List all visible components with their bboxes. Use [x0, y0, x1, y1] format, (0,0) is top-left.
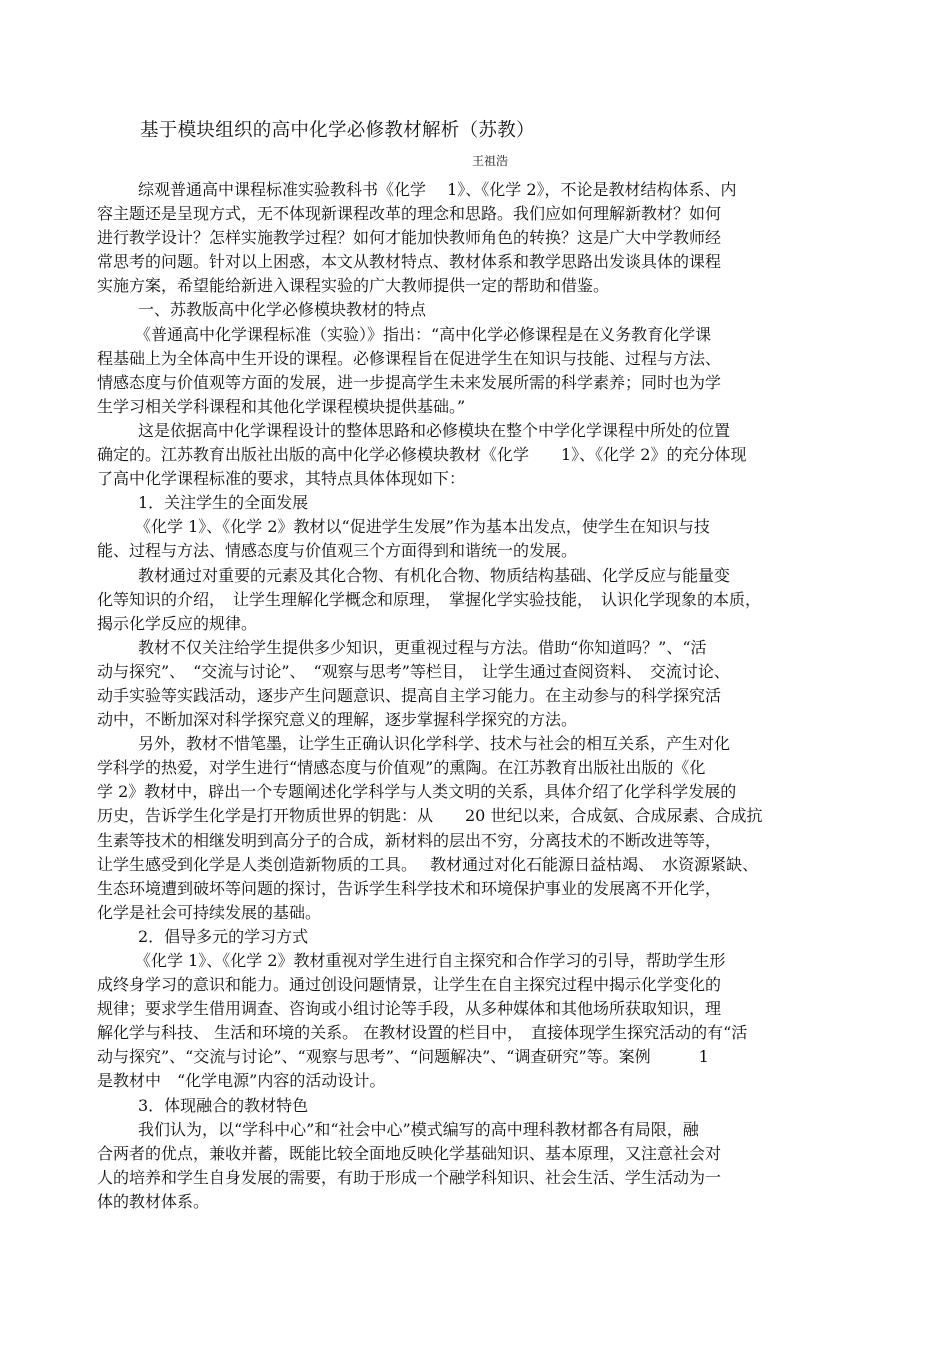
text-line: 《普通高中化学课程标准（实验）》指出：“高中化学必修课程是在义务教育化学课: [135, 324, 712, 344]
subsection-heading: 2．倡导多元的学习方式: [138, 926, 309, 946]
text-line: 《化学 1》、《化学 2》教材重视对学生进行自主探究和合作学习的引导，帮助学生形: [135, 951, 726, 970]
text-line: 动与探究”、 “交流与讨论”、 “观察与思考”等栏目， 让学生通过查阅资料、 交流讨论、: [97, 661, 730, 681]
text-line: 程基础上为全体高中生开设的课程。必修课程旨在促进学生在知识与技能、过程与方法、: [97, 348, 722, 368]
text-line: 化学是社会可持续发展的基础。: [97, 902, 322, 922]
text-line: 教材不仅关注给学生提供多少知识，更重视过程与方法。借助“你知道吗？”、“活: [138, 637, 707, 657]
text-line: 动与探究”、“交流与讨论”、“观察与思考”、“问题解决”、“调查研究”等。案例 1: [97, 1047, 709, 1067]
text-line: 让学生感受到化学是人类创造新物质的工具。 教材通过对化石能源日益枯竭、 水资源紧缺、: [97, 854, 759, 874]
text-line: 进行教学设计？怎样实施教学过程？如何才能加快教师角色的转换？这是广大中学教师经: [97, 228, 722, 248]
text-line: 人的培养和学生自身发展的需要，有助于形成一个融学科知识、社会生活、学生活动为一: [97, 1167, 722, 1187]
author-name: 王祖浩: [472, 154, 509, 168]
text-line: 能、过程与方法、情感态度与价值观三个方面得到和谐统一的发展。: [97, 541, 578, 561]
text-line: 生学习相关学科课程和其他化学课程模块提供基础。”: [97, 396, 466, 416]
text-line: 了高中化学课程标准的要求，其特点具体体现如下：: [97, 469, 466, 489]
subsection-heading: 1．关注学生的全面发展: [138, 493, 309, 513]
text-line: 教材通过对重要的元素及其化合物、有机化合物、物质结构基础、化学反应与能量变: [138, 565, 731, 585]
text-line: 生素等技术的相继发明到高分子的合成，新材料的层出不穷，分离技术的不断改进等等，: [97, 830, 722, 850]
text-line: 成终身学习的意识和能力。通过创设问题情景，让学生在自主探究过程中揭示化学变化的: [97, 975, 722, 995]
page-title: 基于模块组织的高中化学必修教材解析（苏教）: [140, 120, 535, 141]
text-line: 动中，不断加深对科学探究意义的理解，逐步掌握科学探究的方法。: [97, 710, 578, 730]
text-line: 是教材中 “化学电源”内容的活动设计。: [97, 1071, 386, 1091]
subsection-heading: 3．体现融合的教材特色: [138, 1095, 309, 1115]
text-line: 这是依据高中化学课程设计的整体思路和必修模块在整个中学化学课程中所处的位置: [138, 420, 731, 440]
text-line: 历史，告诉学生化学是打开物质世界的钥匙：从 20 世纪以来，合成氨、合成尿素、合成抗: [97, 806, 763, 826]
text-line: 《化学 1》、《化学 2》教材以“促进学生发展”作为基本出发点，使学生在知识与技: [135, 517, 710, 537]
text-line: 学科学的热爱，对学生进行“情感态度与价值观”的熏陶。在江苏教育出版社出版的《化: [97, 758, 706, 778]
text-line: 体的教材体系。: [97, 1191, 210, 1211]
section-heading: 一、苏教版高中化学必修模块教材的特点: [138, 300, 427, 320]
text-line: 常思考的问题。针对以上困惑，本文从教材特点、教材体系和教学思路出发谈具体的课程: [97, 252, 722, 272]
text-line: 容主题还是呈现方式，无不体现新课程改革的理念和思路。我们应如何理解新教材？如何: [97, 204, 722, 224]
text-line: 解化学与科技、 生活和环境的关系。 在教材设置的栏目中， 直接体现学生探究活动的有“活: [97, 1023, 748, 1043]
text-line: 合两者的优点，兼收并蓄，既能比较全面地反映化学基础知识、基本原理，又注意社会对: [97, 1143, 722, 1163]
text-line: 规律；要求学生借用调查、咨询或小组讨论等手段，从多种媒体和其他场所获取知识，理: [97, 999, 722, 1019]
text-line: 另外，教材不惜笔墨，让学生正确认识化学科学、技术与社会的相互关系，产生对化: [138, 734, 731, 754]
text-line: 揭示化学反应的规律。: [97, 613, 258, 633]
text-line: 综观普通高中课程标准实验教科书《化学 1》、《化学 2》，不论是教材结构体系、内: [138, 180, 737, 199]
text-line: 生态环境遭到破坏等问题的探讨，告诉学生科学技术和环境保护事业的发展离不开化学，: [97, 878, 722, 898]
text-line: 确定的。江苏教育出版社出版的高中化学必修模块教材《化学 1》、《化学 2》的充分体现: [97, 445, 747, 465]
text-line: 情感态度与价值观等方面的发展，进一步提高学生未来发展所需的科学素养；同时也为学: [97, 372, 722, 392]
text-line: 我们认为，以“学科中心”和“社会中心”模式编写的高中理科教材都各有局限，融: [138, 1119, 699, 1139]
text-line: 实施方案，希望能给新进入课程实验的广大教师提供一定的帮助和借鉴。: [97, 276, 610, 296]
text-line: 学 2》教材中，辟出一个专题阐述化学科学与人类文明的关系，具体介绍了化学科学发展的: [97, 782, 737, 802]
text-line: 化等知识的介绍， 让学生理解化学概念和原理， 掌握化学实验技能， 认识化学现象的本质，: [97, 589, 762, 609]
article-body: [97, 178, 857, 1214]
text-line: 动手实验等实践活动，逐步产生问题意识、提高自主学习能力。在主动参与的科学探究活: [97, 685, 722, 705]
